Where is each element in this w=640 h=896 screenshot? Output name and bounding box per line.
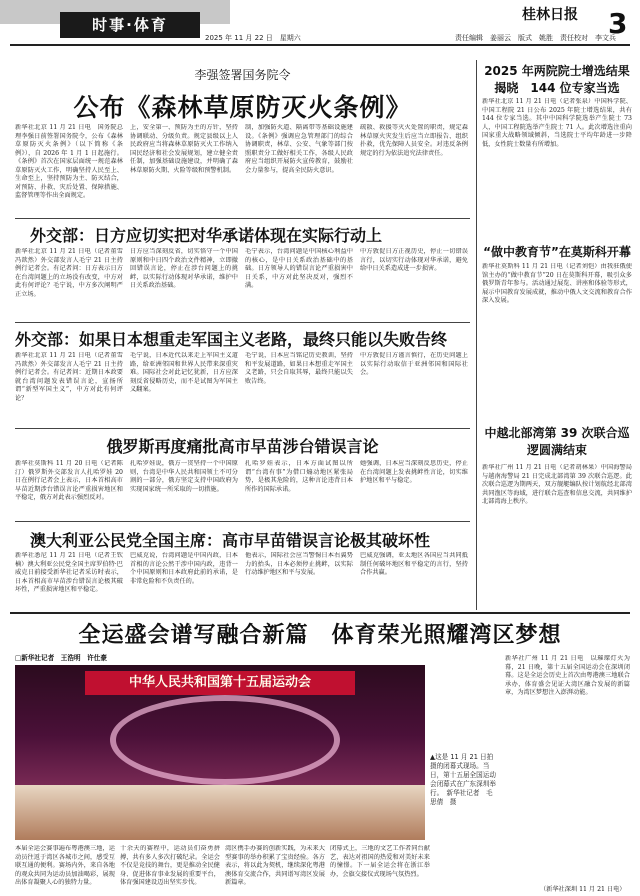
sidebar-body-2: 新华社莫斯科 11 月 21 日电（记者刘恺）由我驻俄使馆主办的“做中教育节”20 日在莫斯科开幕，吸引众多俄罗斯青年参与。活动通过展览、讲座和体验等形式，展示中国教育发展成就，推动中俄人文交流和教育合作深入发展。 xyxy=(482,263,632,304)
story4-col-2: 扎哈罗娃说，俄方一贯坚持一个中国原则，台湾是中华人民共和国领土不可分割的一部分，俄方坚定支持中国政府为实现国家统一所采取的一切措施。 xyxy=(130,460,238,493)
divider xyxy=(15,218,470,219)
feature-dateline: （新华社深圳 11 月 21 日电） xyxy=(540,886,626,893)
feature-col-right: 新华社广州 11 月 21 日电 以璀璨灯火为幕，21 日晚，第十五届全国运动会在深圳闭幕。这是全运会历史上首次由粤港澳三地联合承办，体育盛会见证大湾区融合发展的新篇章，为湾区梦想注入澎湃动能。 xyxy=(505,655,630,696)
story4-headline: 俄罗斯再度痛批高市早苗涉台错误言论 xyxy=(106,437,379,456)
feature-col-3: 湾区携手办赛的创新实践，为未来大型赛事的举办积累了宝贵经验。各方表示，将以此为契机，继续深化粤港澳体育交流合作，共同谱写湾区发展新篇章。 xyxy=(225,845,325,886)
divider xyxy=(15,322,470,323)
story3-col-3: 毛宁说，日本应当铭记历史教训，坚持和平发展道路，如果日本想重走军国主义老路，只会自取其辱，最终只能以失败告终。 xyxy=(245,352,353,385)
feature-rule xyxy=(10,612,630,614)
story2-col-4: 中方敦促日方正视历史，停止一切错误言行，以切实行动体现对华承诺，避免给中日关系造成进一步损害。 xyxy=(360,248,468,272)
story4-col-4: 她强调，日本应当深刻反思历史，停止在台湾问题上发表挑衅性言论，切实维护地区和平与稳定。 xyxy=(360,460,468,484)
lead-headline: 公布《森林草原防灭火条例》 xyxy=(73,93,412,122)
story3-headline: 外交部：如果日本想重走军国主义老路，最终只能以失败告终 xyxy=(15,330,448,349)
newspaper-logo: 桂林日报 xyxy=(522,7,578,23)
feature-headline: 全运盛会谱写融合新篇 体育荣光照耀湾区梦想 xyxy=(78,623,562,648)
story3-col-4: 中方敦促日方谨言慎行，在历史问题上以实际行动取信于亚洲邻国和国际社会。 xyxy=(360,352,468,376)
story2-col-1: 新华社北京 11 月 21 日电（记者董雪 冯歆然）外交部发言人毛宁 21 日主持例行记者会。有记者问：日方表示日方在台湾问题上的立场没有改变，中方对此有何评论？毛宁说，中方多次阐明严正立场。 xyxy=(15,248,123,298)
divider xyxy=(15,521,470,522)
feature-col-1: 本届全运会赛事遍布粤港澳三地，运动员往返于湾区各城市之间，感受互联互通的便利。赛场内外，来自各地的观众共同为运动员加油喝彩，展现出体育凝聚人心的独特力量。 xyxy=(15,845,115,886)
lead-col-4: 疏散、救援等灭火处置的职责，规定森林草原火灾发生后应当立即报告、组织扑救，优先保障人员安全。对违反条例规定的行为依法追究法律责任。 xyxy=(360,124,468,157)
story4-col-1: 新华社莫斯科 11 月 20 日电（记者陈汀）俄罗斯外交部发言人扎哈罗娃 20 日在例行记者会上表示，日本首相高市早苗近期涉台错误言论严重损害地区和平稳定，俄方对此表示强烈反对。 xyxy=(15,460,123,501)
photo-banner: 中华人民共和国第十五届运动会 xyxy=(85,671,355,695)
page-header xyxy=(0,0,640,46)
stage-floor xyxy=(15,785,425,840)
sidebar-headline-3: 中越北部湾第 39 次联合巡逻圆满结束 xyxy=(484,426,630,457)
lead-col-2: 上，安全第一、预防为主的方针，坚持协调联动、分级负责。规定县级以上人民政府应当将森林草原防灭火工作纳入国民经济和社会发展规划，建立健全责任制，加强基础设施建设，并明确了森林草原防火期、火险等级和预警机制。 xyxy=(130,124,238,174)
story3-col-2: 毛宁说，日本近代以来走上军国主义道路，给亚洲邻国和世界人民带来深重灾难。国际社会对此记忆犹新，日方应深刻反省侵略历史，而不是试图为军国主义翻案。 xyxy=(130,352,238,393)
feature-col-2: 十余天的赛程中，运动员们奋勇拼搏，共有多人多次打破纪录。全运会不仅是竞技的舞台，更是推动全民健身、促进体育事业发展的重要平台，体育强国建设迈出坚实步伐。 xyxy=(120,845,220,886)
sidebar-headline-2: “做中教育节”在莫斯科开幕 xyxy=(483,245,631,259)
sidebar-rule xyxy=(476,60,477,610)
lead-kicker: 李强签署国务院令 xyxy=(194,68,291,82)
story5-col-2: 巴威克说，台湾问题是中国内政，日本首相的言论公然干涉中国内政，违背一个中国原则和日本政府此前的承诺，是非常危险和不负责任的。 xyxy=(130,552,238,585)
divider xyxy=(15,428,470,429)
section-title: 时事·体育 xyxy=(60,12,200,38)
story2-headline: 外交部：日方应切实把对华承诺体现在实际行动上 xyxy=(30,226,383,245)
story2-col-2: 日方应当深刻反省，切实恪守一个中国原则和中日四个政治文件精神，立即撤回错误言论，停止在涉台问题上的挑衅，以实际行动体现对华承诺，维护中日关系政治基础。 xyxy=(130,248,238,289)
closing-ceremony-photo xyxy=(15,665,425,840)
header-rule xyxy=(10,44,630,46)
story5-col-1: 新华社悉尼 11 月 21 日电（记者王钦楠）澳大利亚公民党全国主席罗伯特·巴威克日前接受新华社记者采访时表示，日本首相高市早苗涉台错误言论极其破坏性，严重损害地区和平稳定。 xyxy=(15,552,123,593)
story3-col-1: 新华社北京 11 月 21 日电（记者董雪 冯歆然）外交部发言人毛宁 21 日主持例行记者会。有记者问：近期日本政要就台湾问题发表错误言论，宣扬所谓“新型军国主义”，中方对此有何评论？ xyxy=(15,352,123,402)
story4-col-3: 扎哈罗娃表示，日本方面试图以所谓“台湾有事”为借口煽动地区紧张局势，是极其危险的，这种言论违背日本所作的国际承诺。 xyxy=(245,460,353,493)
feature-col-4: 闭幕式上，三地的文艺工作者同台献艺，表达对祖国的热爱和对美好未来的憧憬。下一届全运会将在浙江举办，会旗交接仪式现场气氛热烈。 xyxy=(330,845,430,878)
sidebar-body-1: 新华社北京 11 月 21 日电（记者张泉）中国科学院、中国工程院 21 日公布 2025 年院士增选结果，共有 144 位专家当选。其中中国科学院选举产生院士 73 人，中国工程院选举产生院士 71 人。此次增选注重向国家重大战略领域倾斜，当选院士平均年龄进一步降低，女性院士数量有所增加。 xyxy=(482,98,632,148)
page-number: 3 xyxy=(608,7,628,40)
stage-ring xyxy=(110,695,340,785)
feature-byline: □新华社记者 王浩明 许仕豪 xyxy=(15,654,107,662)
story5-headline: 澳大利亚公民党全国主席：高市早苗错误言论极其破坏性 xyxy=(30,531,431,550)
editor-credits: 责任编辑 姜丽云 版式 姚胜 责任校对 李文兵 xyxy=(455,34,616,42)
photo-caption: ▲这是 11 月 21 日拍摄的闭幕式现场。当日，第十五届全国运动会闭幕式在广东深圳举行。 新华社记者 毛思倩 摄 xyxy=(430,753,496,806)
lead-col-3: 制，加强防火道、隔离带等基础设施建设。《条例》强调应急管理部门的综合协调职责，林草、公安、气象等部门按照职责分工做好相关工作，各级人民政府应当组织开展防火宣传教育，鼓励社会力量参与，提高全民防火意识。 xyxy=(245,124,353,174)
sidebar-headline-1: 2025 年两院院士增选结果揭晓 144 位专家当选 xyxy=(484,64,630,95)
story2-col-3: 毛宁表示，台湾问题是中国核心利益中的核心，是中日关系政治基础中的基础。日方领导人的错误言论严重损害中日关系，中方对此坚决反对，强烈不满。 xyxy=(245,248,353,289)
story5-col-3: 他表示，国际社会应当警惕日本右翼势力的抬头，日本必须停止挑衅，以实际行动维护地区和平与发展。 xyxy=(245,552,353,576)
sidebar-body-3: 新华社广州 11 月 21 日电（记者胡林果）中国海警局与越南海警局 21 日完成北部湾第 39 次联合巡逻。此次联合巡逻为期两天，双方舰艇编队按计划航经北部湾共同渔区等海域，进行联合巡查和信息交流，共同维护北部湾海上秩序。 xyxy=(482,464,632,505)
issue-date: 2025 年 11 月 22 日 星期六 xyxy=(205,34,301,42)
lead-col-1: 新华社北京 11 月 21 日电 国务院总理李强日前签署国务院令，公布《森林草原防灭火条例》（以下简称《条例》），自 2026 年 1 月 1 日起施行。《条例》首次在国家层面统一规范森林草原防灭火工作，明确坚持人民至上、生命至上，坚持预防为主、防灭结合，对预防、扑救、灾后处置、保障措施、监督管理等作出全面规定。 xyxy=(15,124,123,199)
story5-col-4: 巴威克强调，亚太地区各国应当共同抵制任何破坏地区和平稳定的言行，坚持合作共赢。 xyxy=(360,552,468,576)
